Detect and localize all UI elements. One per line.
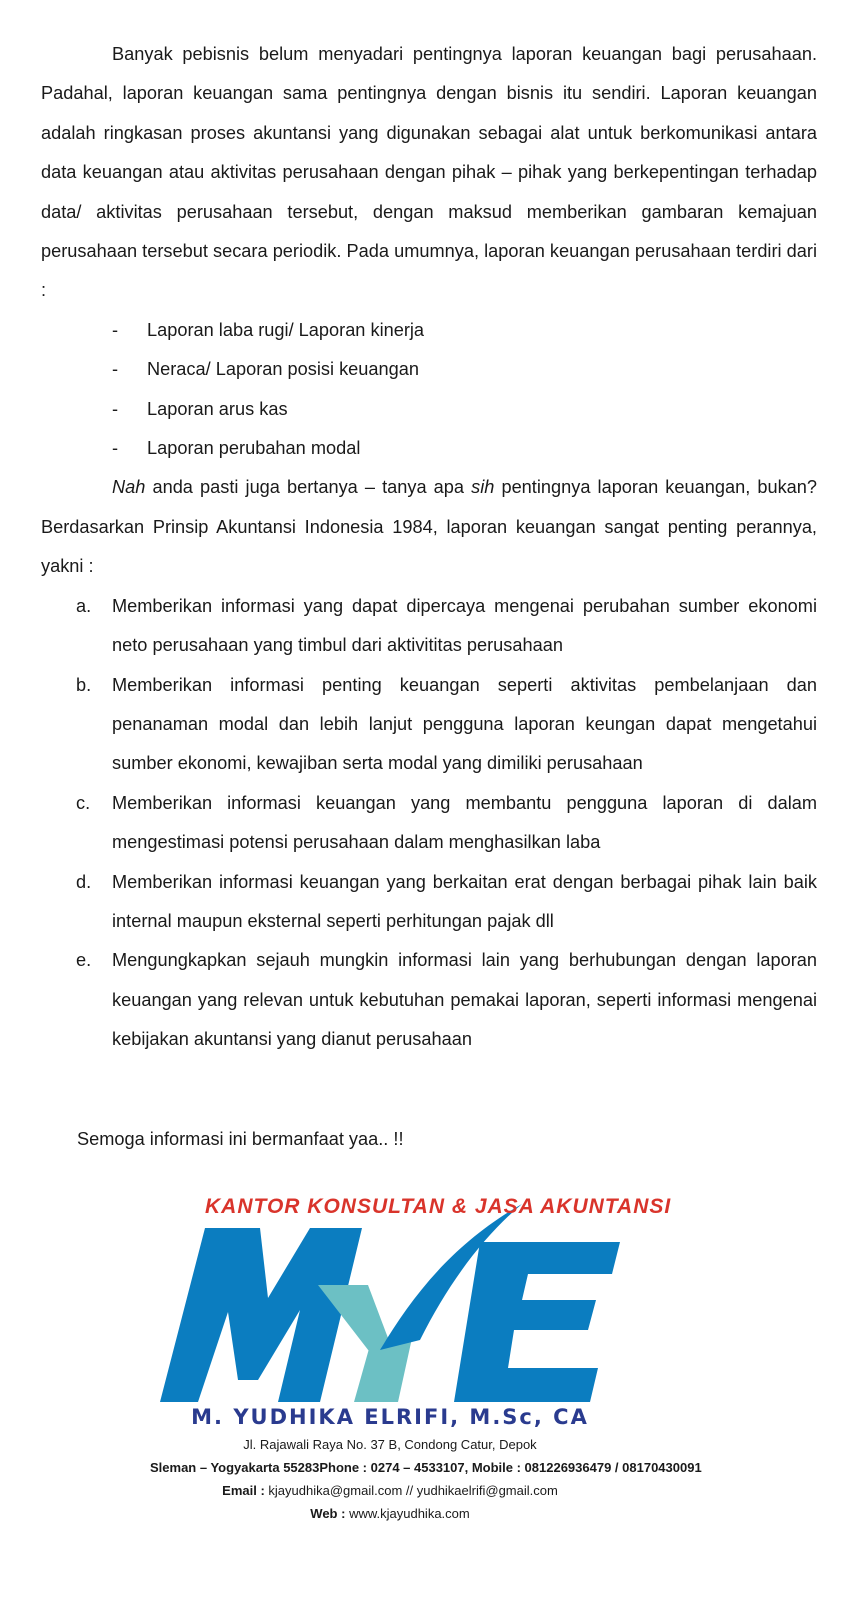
logo-web-value: www.kjayudhika.com — [349, 1506, 470, 1521]
dash-marker: - — [112, 438, 119, 459]
paragraph-text: pentingnya laporan keuangan, bukan? Berdasarkan Prinsip Akuntansi Indonesia 1984, laporan keuangan sangat penting perannya, yakni : — [41, 477, 818, 577]
logo-email — [150, 1483, 630, 1498]
list-item-text: Memberikan informasi yang dapat dipercaya mengenai perubahan sumber ekonomi neto perusahaan yang timbul dari aktivititas perusahaan — [112, 595, 817, 656]
list-item-text: Memberikan informasi keuangan yang membantu pengguna laporan di dalam mengestimasi potensi perusahaan dalam menghasilkan laba — [112, 792, 817, 853]
logo-email-value: kjayudhika@gmail.com // yudhikaelrifi@gmail.com — [268, 1483, 558, 1498]
logo-email-label: Email : — [222, 1483, 265, 1498]
list-item — [41, 587, 817, 666]
list-item-text: Mengungkapkan sejauh mungkin informasi lain yang berhubungan dengan laporan keuangan yang relevan untuk kebutuhan pemakai laporan, seperti informasi mengenai kebijakan akuntansi yang dianut perusahaan — [112, 950, 817, 1050]
list-marker: a. — [76, 595, 92, 616]
italic-nah: Nah — [112, 477, 146, 498]
list-item — [41, 941, 817, 1059]
mye-logo-graphic — [150, 1190, 630, 1405]
list-item-text: Laporan arus kas — [147, 398, 288, 419]
company-letterhead-logo — [150, 1190, 702, 1521]
document-body — [41, 35, 817, 1060]
list-marker: d. — [76, 871, 92, 892]
question-paragraph — [41, 468, 817, 586]
list-item — [41, 863, 817, 942]
list-marker: c. — [76, 792, 91, 813]
logo-city-phone — [150, 1460, 702, 1475]
list-item — [41, 429, 817, 468]
list-item — [41, 390, 817, 429]
intro-paragraph: Banyak pebisnis belum menyadari pentingnya laporan keuangan bagi perusahaan. Padahal, laporan keuangan sama pentingnya dengan bisnis itu sendiri. Laporan keuangan adalah ringkasan proses akuntansi yang digunakan sebagai alat untuk berkomunikasi antara data keuangan atau aktivitas perusahaan dengan pihak – pihak yang berkepentingan terhadap data/ aktivitas perusahaan tersebut, dengan maksud memberikan gambaran kemajuan perusahaan tersebut secara periodik. Pada umumnya, laporan keuangan perusahaan terdiri dari : — [41, 44, 817, 301]
italic-sih: sih — [471, 477, 495, 498]
list-marker: e. — [76, 950, 92, 971]
dash-marker: - — [112, 319, 119, 340]
list-item-text: Laporan laba rugi/ Laporan kinerja — [147, 319, 425, 340]
closing-text: Semoga informasi ini bermanfaat yaa.. !! — [77, 1129, 404, 1149]
list-item-text: Neraca/ Laporan posisi keuangan — [147, 359, 419, 380]
list-item — [41, 666, 817, 784]
list-marker: b. — [76, 674, 92, 695]
dash-marker: - — [112, 398, 119, 419]
dash-marker: - — [112, 359, 119, 380]
logo-web — [150, 1506, 630, 1521]
list-item — [41, 311, 817, 350]
logo-owner-name: M. YUDHIKA ELRIFI, M.Sc, CA — [191, 1405, 589, 1429]
logo-letter-e — [454, 1242, 620, 1402]
list-item — [41, 350, 817, 389]
logo-tagline: KANTOR KONSULTAN & JASA AKUNTANSI — [205, 1195, 672, 1218]
report-types-list — [41, 311, 817, 469]
logo-letter-m — [160, 1228, 362, 1402]
benefits-list — [41, 587, 817, 1060]
list-item — [41, 784, 817, 863]
list-item-text: Memberikan informasi keuangan yang berkaitan erat dengan berbagai pihak lain baik internal maupun eksternal seperti perhitungan pajak dll — [112, 871, 817, 931]
list-item-text: Memberikan informasi penting keuangan seperti aktivitas pembelanjaan dan penanaman modal dan lebih lanjut pengguna laporan keungan dapat mengetahui sumber ekonomi, kewajiban serta modal yang dimiliki perusahaan — [112, 674, 817, 774]
list-item-text: Laporan perubahan modal — [147, 438, 361, 459]
logo-web-label: Web : — [310, 1506, 346, 1521]
logo-address: Jl. Rajawali Raya No. 37 B, Condong Catur, Depok — [243, 1437, 537, 1452]
logo-city-phone-text: Sleman – Yogyakarta 55283Phone : 0274 – 4533107, Mobile : 081226936479 / 08170430091 — [150, 1460, 702, 1475]
paragraph-text: anda pasti juga bertanya – tanya apa — [145, 477, 472, 498]
